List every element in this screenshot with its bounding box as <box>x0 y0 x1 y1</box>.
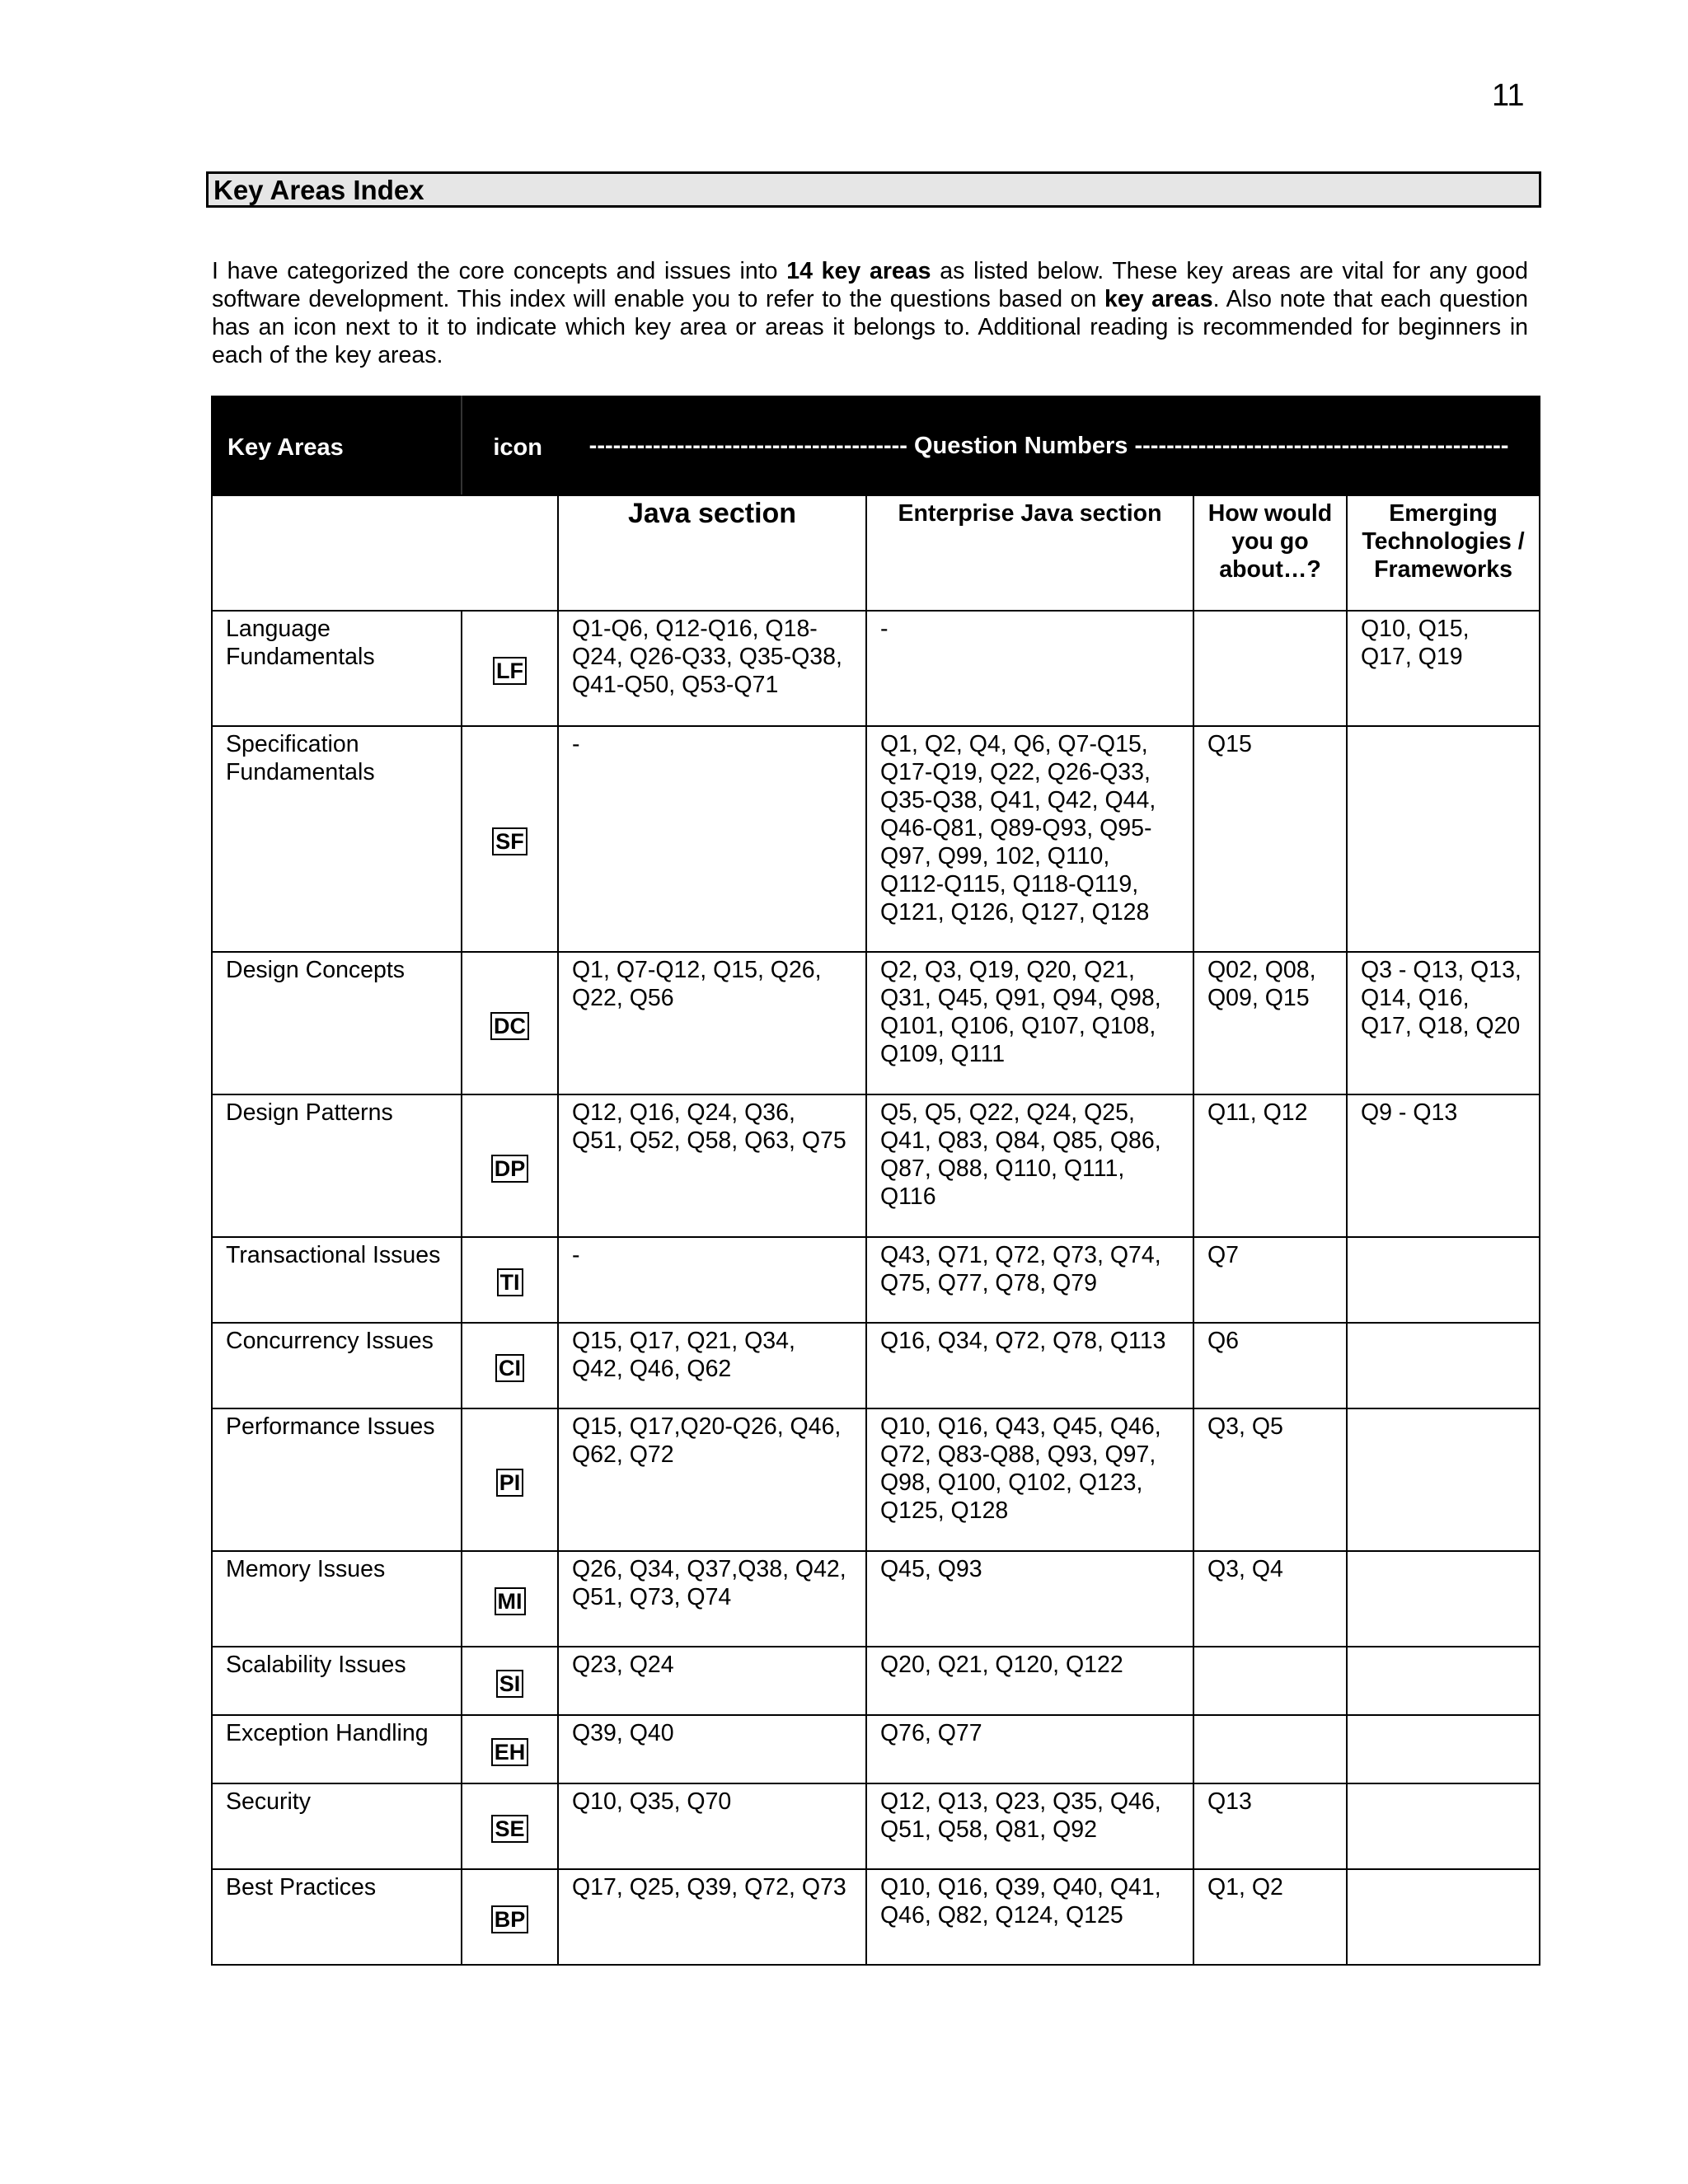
section-title: Key Areas Index <box>206 171 1541 208</box>
java-section-cell: Q17, Q25, Q39, Q72, Q73 <box>558 1869 866 1965</box>
emerging-tech-cell: Q9 - Q13 <box>1347 1094 1540 1237</box>
icon-cell <box>462 1647 558 1715</box>
emerging-tech-cell <box>1347 726 1540 952</box>
icon-cell <box>462 611 558 726</box>
key-area-badge-icon: DP <box>491 1155 529 1183</box>
java-section-cell: Q15, Q17, Q21, Q34, Q42, Q46, Q62 <box>558 1323 866 1408</box>
key-area-cell: Security <box>212 1783 462 1869</box>
emerging-tech-cell <box>1347 1237 1540 1323</box>
java-section-cell: Q1, Q7-Q12, Q15, Q26, Q22, Q56 <box>558 952 866 1094</box>
how-would-you-cell: Q6 <box>1193 1323 1347 1408</box>
header-key-areas: Key Areas <box>212 396 462 495</box>
icon-cell <box>462 1237 558 1323</box>
how-would-you-cell: Q7 <box>1193 1237 1347 1323</box>
icon-cell <box>462 1094 558 1237</box>
subheader-java-section: Java section <box>558 495 866 611</box>
emerging-tech-cell <box>1347 1715 1540 1783</box>
enterprise-section-cell: Q76, Q77 <box>866 1715 1193 1783</box>
table-row <box>212 726 1540 952</box>
java-section-cell: Q12, Q16, Q24, Q36, Q51, Q52, Q58, Q63, Q75 <box>558 1094 866 1237</box>
key-area-cell: Language Fundamentals <box>212 611 462 726</box>
java-section-cell: Q26, Q34, Q37,Q38, Q42, Q51, Q73, Q74 <box>558 1551 866 1647</box>
icon-cell <box>462 1408 558 1551</box>
subheader-enterprise-section: Enterprise Java section <box>866 495 1193 611</box>
how-would-you-cell: Q13 <box>1193 1783 1347 1869</box>
key-area-cell: Concurrency Issues <box>212 1323 462 1408</box>
key-area-badge-icon: PI <box>496 1469 524 1497</box>
page-number: 11 <box>1492 78 1525 113</box>
emerging-tech-cell <box>1347 1869 1540 1965</box>
how-would-you-cell: Q3, Q5 <box>1193 1408 1347 1551</box>
icon-cell <box>462 1551 558 1647</box>
table-row <box>212 1408 1540 1551</box>
key-area-cell: Design Patterns <box>212 1094 462 1237</box>
key-area-cell: Exception Handling <box>212 1715 462 1783</box>
enterprise-section-cell: Q10, Q16, Q39, Q40, Q41, Q46, Q82, Q124, Q125 <box>866 1869 1193 1965</box>
java-section-cell: Q1-Q6, Q12-Q16, Q18-Q24, Q26-Q33, Q35-Q38, Q41-Q50, Q53-Q71 <box>558 611 866 726</box>
enterprise-section-cell: Q10, Q16, Q43, Q45, Q46, Q72, Q83-Q88, Q93, Q97, Q98, Q100, Q102, Q123, Q125, Q128 <box>866 1408 1193 1551</box>
table-row <box>212 1094 1540 1237</box>
java-section-cell: Q23, Q24 <box>558 1647 866 1715</box>
key-area-cell: Performance Issues <box>212 1408 462 1551</box>
icon-cell <box>462 726 558 952</box>
how-would-you-cell: Q1, Q2 <box>1193 1869 1347 1965</box>
java-section-cell: Q39, Q40 <box>558 1715 866 1783</box>
table-row <box>212 1237 1540 1323</box>
subheader-empty <box>212 495 558 611</box>
enterprise-section-cell: - <box>866 611 1193 726</box>
emerging-tech-cell <box>1347 1783 1540 1869</box>
table-row <box>212 952 1540 1094</box>
key-area-badge-icon: DC <box>490 1012 529 1040</box>
subheader-how-would-you: How would you go about…? <box>1193 495 1347 611</box>
key-area-badge-icon: EH <box>491 1738 529 1766</box>
how-would-you-cell: Q11, Q12 <box>1193 1094 1347 1237</box>
emerging-tech-cell: Q10, Q15, Q17, Q19 <box>1347 611 1540 726</box>
table-row <box>212 1551 1540 1647</box>
icon-cell <box>462 1323 558 1408</box>
intro-bold-key-areas-count: 14 key areas <box>786 258 931 284</box>
icon-cell <box>462 1715 558 1783</box>
key-area-badge-icon: SE <box>491 1815 528 1843</box>
emerging-tech-cell <box>1347 1323 1540 1408</box>
how-would-you-cell: Q02, Q08, Q09, Q15 <box>1193 952 1347 1094</box>
key-area-cell: Design Concepts <box>212 952 462 1094</box>
icon-cell <box>462 1869 558 1965</box>
enterprise-section-cell: Q12, Q13, Q23, Q35, Q46, Q51, Q58, Q81, Q92 <box>866 1783 1193 1869</box>
icon-cell <box>462 952 558 1094</box>
key-area-badge-icon: BP <box>491 1905 529 1933</box>
enterprise-section-cell: Q16, Q34, Q72, Q78, Q113 <box>866 1323 1193 1408</box>
emerging-tech-cell <box>1347 1408 1540 1551</box>
icon-cell <box>462 1783 558 1869</box>
table-row <box>212 1869 1540 1965</box>
enterprise-section-cell: Q45, Q93 <box>866 1551 1193 1647</box>
java-section-cell: Q10, Q35, Q70 <box>558 1783 866 1869</box>
table-row <box>212 1715 1540 1783</box>
how-would-you-cell <box>1193 1715 1347 1783</box>
key-area-badge-icon: LF <box>493 657 527 685</box>
table-row <box>212 611 1540 726</box>
enterprise-section-cell: Q2, Q3, Q19, Q20, Q21, Q31, Q45, Q91, Q94, Q98, Q101, Q106, Q107, Q108, Q109, Q111 <box>866 952 1193 1094</box>
how-would-you-cell: Q15 <box>1193 726 1347 952</box>
enterprise-section-cell: Q43, Q71, Q72, Q73, Q74, Q75, Q77, Q78, Q79 <box>866 1237 1193 1323</box>
java-section-cell: Q15, Q17,Q20-Q26, Q46, Q62, Q72 <box>558 1408 866 1551</box>
enterprise-section-cell: Q1, Q2, Q4, Q6, Q7-Q15, Q17-Q19, Q22, Q26-Q33, Q35-Q38, Q41, Q42, Q44, Q46-Q81, Q89-Q93, Q95-Q97, Q99, 102, Q110, Q112-Q115, Q118-Q119, Q121, Q126, Q127, Q128 <box>866 726 1193 952</box>
how-would-you-cell <box>1193 611 1347 726</box>
how-would-you-cell: Q3, Q4 <box>1193 1551 1347 1647</box>
enterprise-section-cell: Q20, Q21, Q120, Q122 <box>866 1647 1193 1715</box>
header-question-numbers: ---------------------------------------- Question Numbers ----------------------------------------------- <box>558 396 1540 495</box>
java-section-cell: - <box>558 1237 866 1323</box>
key-area-badge-icon: SF <box>492 827 528 855</box>
emerging-tech-cell <box>1347 1647 1540 1715</box>
intro-paragraph: I have categorized the core concepts and issues into 14 key areas as listed below. These key areas are vital for any good software development. This index will enable you to refer to the questions based on key areas. Also note that each question has an icon next to it to indicate which key area or areas it belongs to. Additional reading is recommended for beginners in each of the key areas. <box>212 258 1529 368</box>
table-header-row <box>212 396 1540 495</box>
enterprise-section-cell: Q5, Q5, Q22, Q24, Q25, Q41, Q83, Q84, Q85, Q86, Q87, Q88, Q110, Q111, Q116 <box>866 1094 1193 1237</box>
subheader-emerging-technologies: Emerging Technologies / Frameworks <box>1347 495 1540 611</box>
key-area-badge-icon: MI <box>495 1587 526 1615</box>
key-area-cell: Specification Fundamentals <box>212 726 462 952</box>
table-row <box>212 1783 1540 1869</box>
key-area-cell: Transactional Issues <box>212 1237 462 1323</box>
table-row <box>212 1323 1540 1408</box>
table-subheader-row <box>212 495 1540 611</box>
key-areas-table <box>211 396 1540 1966</box>
table-row <box>212 1647 1540 1715</box>
how-would-you-cell <box>1193 1647 1347 1715</box>
java-section-cell: - <box>558 726 866 952</box>
key-area-badge-icon: CI <box>495 1354 524 1382</box>
emerging-tech-cell <box>1347 1551 1540 1647</box>
key-area-cell: Memory Issues <box>212 1551 462 1647</box>
header-icon: icon <box>462 396 558 495</box>
key-area-cell: Best Practices <box>212 1869 462 1965</box>
emerging-tech-cell: Q3 - Q13, Q13, Q14, Q16, Q17, Q18, Q20 <box>1347 952 1540 1094</box>
key-area-cell: Scalability Issues <box>212 1647 462 1715</box>
key-area-badge-icon: SI <box>496 1670 524 1698</box>
intro-bold-key-areas: key areas <box>1104 286 1213 312</box>
key-area-badge-icon: TI <box>497 1268 523 1296</box>
